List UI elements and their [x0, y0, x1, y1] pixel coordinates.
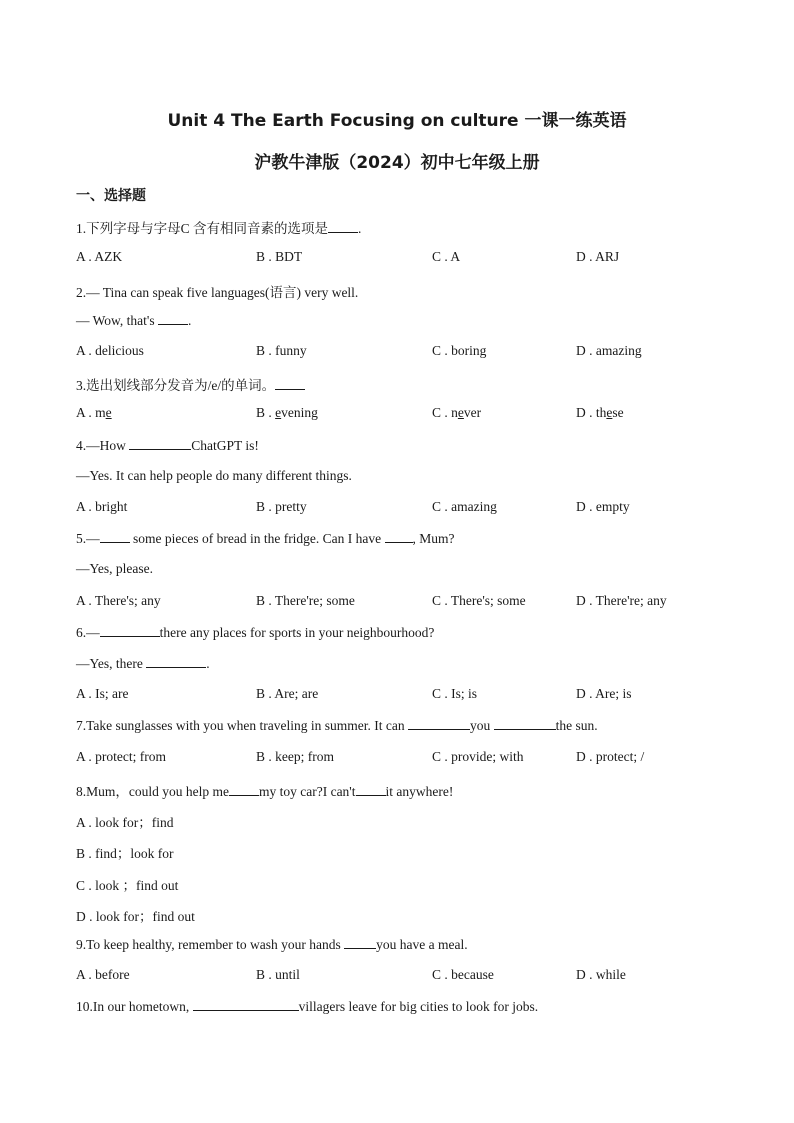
q1-option-b[interactable]: B . BDT [256, 249, 303, 264]
q6-option-b[interactable]: B . Are; are [256, 686, 319, 701]
question-8: 8.Mum，could you help me my toy car?I can't it anywhere! [76, 784, 454, 799]
q3-option-c[interactable]: C . never [432, 405, 482, 420]
q9-option-a[interactable]: A . before [76, 967, 130, 982]
q2-option-d[interactable]: D . amazing [576, 343, 642, 358]
answer-blank[interactable] [229, 783, 259, 796]
question-6-line-1: 6.— there any places for sports in your neighbourhood? [76, 625, 435, 640]
q4-option-b[interactable]: B . pretty [256, 499, 307, 514]
question-3: 3.选出划线部分发音为/e/的单词。 [76, 374, 305, 394]
document-subtitle: 沪教牛津版（2024）初中七年级上册 [254, 153, 540, 173]
q4-option-c[interactable]: C . amazing [432, 499, 497, 514]
answer-blank[interactable] [408, 717, 470, 730]
question-9: 9.To keep healthy, remember to wash your hands you have a meal. [76, 937, 468, 952]
q1-option-a[interactable]: A . AZK [76, 249, 123, 264]
question-4-line-1: 4.—How ChatGPT is! [76, 438, 259, 453]
q9-option-c[interactable]: C . because [432, 967, 494, 982]
q5-option-c[interactable]: C . There's; some [432, 593, 526, 608]
q4-option-d[interactable]: D . empty [576, 499, 630, 514]
q6-option-c[interactable]: C . Is; is [432, 686, 478, 701]
answer-blank[interactable] [328, 220, 358, 233]
answer-blank[interactable] [193, 998, 299, 1011]
q7-option-a[interactable]: A . protect; from [76, 749, 166, 764]
answer-blank[interactable] [158, 312, 188, 325]
q8-option-b[interactable]: B . find；look for [76, 846, 174, 861]
question-5-line-1: 5.— some pieces of bread in the fridge. Can I have , Mum? [76, 531, 455, 546]
answer-blank[interactable] [344, 936, 376, 949]
q7-option-d[interactable]: D . protect; / [576, 749, 645, 764]
q6-option-a[interactable]: A . Is; are [76, 686, 129, 701]
question-5-line-2: —Yes, please. [76, 561, 153, 576]
answer-blank[interactable] [100, 530, 130, 543]
answer-blank[interactable] [275, 377, 305, 390]
answer-blank[interactable] [100, 624, 160, 637]
q9-option-d[interactable]: D . while [576, 967, 626, 982]
q1-option-c[interactable]: C . A [432, 249, 461, 264]
answer-blank[interactable] [356, 783, 386, 796]
question-1-stem: 1.下列字母与字母C 含有相同音素的选项是 [76, 221, 329, 236]
question-2-line-1: 2.— Tina can speak five languages(语言) very well. [76, 285, 359, 300]
answer-blank[interactable] [129, 437, 191, 450]
q1-option-d[interactable]: D . ARJ [576, 249, 620, 264]
q7-option-b[interactable]: B . keep; from [256, 749, 334, 764]
q9-option-b[interactable]: B . until [256, 967, 300, 982]
q2-option-b[interactable]: B . funny [256, 343, 307, 358]
q5-option-b[interactable]: B . There're; some [256, 593, 355, 608]
question-10: 10.In our hometown, villagers leave for big cities to look for jobs. [76, 999, 539, 1014]
document-title: Unit 4 The Earth Focusing on culture 一课一练英语 [167, 111, 627, 131]
question-6-line-2: —Yes, there . [76, 656, 210, 671]
q7-option-c[interactable]: C . provide; with [432, 749, 524, 764]
answer-blank[interactable] [494, 717, 556, 730]
question-2-line-2: — Wow, that's . [76, 313, 192, 328]
q8-option-d[interactable]: D . look for；find out [76, 909, 195, 924]
q8-option-a[interactable]: A . look for；find [76, 815, 174, 830]
question-1: 1.下列字母与字母C 含有相同音素的选项是 . [76, 221, 362, 236]
q3-option-d[interactable]: D . these [576, 405, 624, 420]
question-7: 7.Take sunglasses with you when traveling in summer. It can you the sun. [76, 718, 598, 733]
q8-option-c[interactable]: C . look ；find out [76, 878, 179, 893]
q4-option-a[interactable]: A . bright [76, 499, 128, 514]
question-4-line-2: —Yes. It can help people do many different things. [76, 468, 352, 483]
answer-blank[interactable] [146, 655, 206, 668]
q5-option-d[interactable]: D . There're; any [576, 593, 667, 608]
q3-option-a[interactable]: A . me [76, 405, 112, 420]
section-heading: 一、选择题 [76, 188, 146, 204]
q5-option-a[interactable]: A . There's; any [76, 593, 161, 608]
q6-option-d[interactable]: D . Are; is [576, 686, 632, 701]
q3-option-b[interactable]: B . evening [256, 405, 318, 420]
q2-option-c[interactable]: C . boring [432, 343, 487, 358]
q2-option-a[interactable]: A . delicious [76, 343, 144, 358]
answer-blank[interactable] [385, 530, 413, 543]
